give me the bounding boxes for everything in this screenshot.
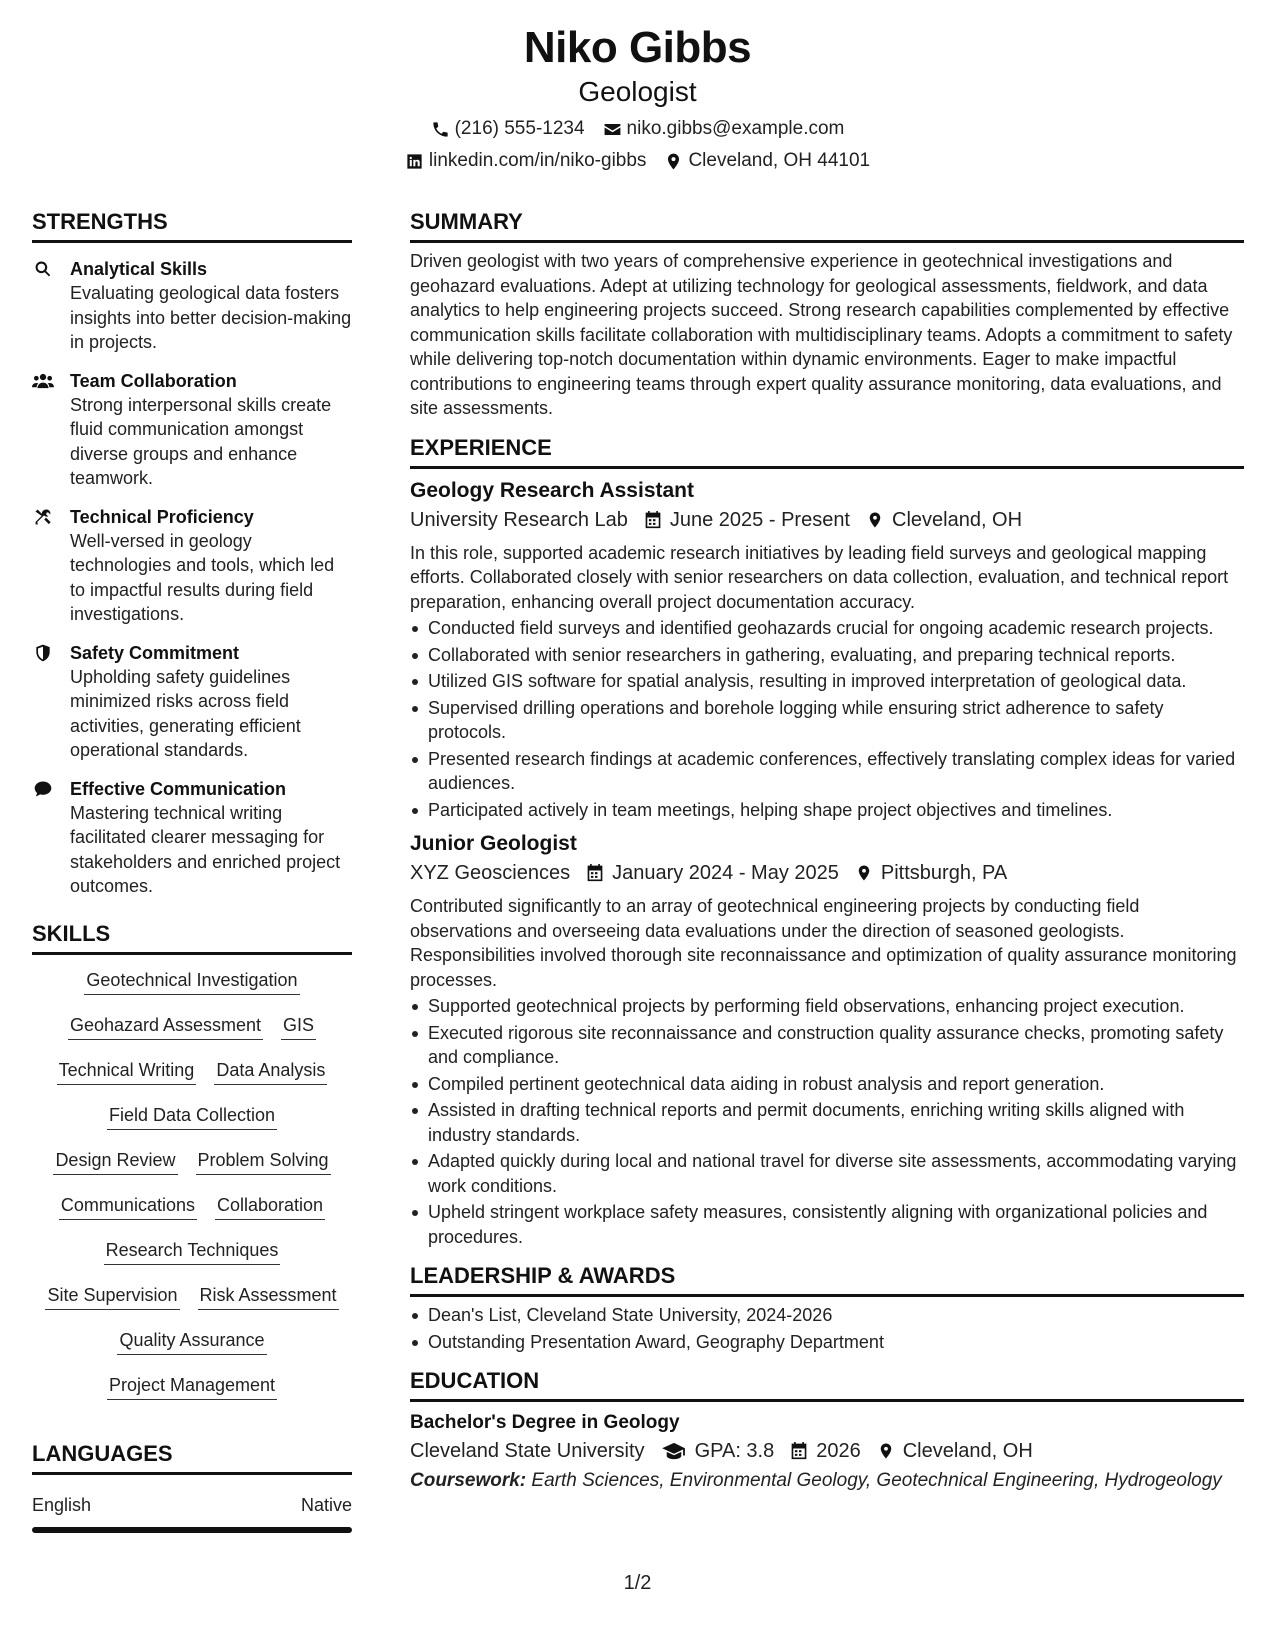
leadership-title: LEADERSHIP & AWARDS — [410, 1263, 676, 1288]
job-meta — [410, 505, 1244, 535]
job-location: Pittsburgh, PA — [880, 862, 1008, 884]
right-column — [410, 207, 1244, 1493]
linkedin-text[interactable]: linkedin.com/in/niko-gibbs — [428, 150, 647, 171]
graduation-year: 2026 — [816, 1440, 861, 1462]
award-item: Dean's List, Cleveland State University, 2024-2026 — [410, 1303, 1244, 1328]
strength-item — [32, 641, 352, 763]
skill-tag: Problem Solving — [196, 1147, 331, 1175]
strength-desc: Evaluating geological data fosters insights into better decision-making in projects. — [70, 283, 352, 352]
skill-tag: GIS — [281, 1012, 316, 1040]
job-bullet: Utilized GIS software for spatial analysis, resulting in improved interpretation of geological data. — [410, 669, 1244, 694]
chat-icon — [32, 779, 54, 799]
section-divider — [410, 1399, 1244, 1402]
resume-header — [0, 22, 1275, 173]
strength-title: Effective Communication — [70, 778, 287, 799]
job-dates: January 2024 - May 2025 — [612, 862, 839, 884]
job-bullet: Compiled pertinent geotechnical data aiding in robust analysis and report generation. — [410, 1072, 1244, 1097]
job-description: Contributed significantly to an array of geotechnical engineering projects by conducting field observations and overseeing data evaluations under the direction of seasoned geologists. Responsibilities involved thorough site reconnaissance and optimization of quality assurance monitoring processes. — [410, 896, 1237, 990]
job-entry — [410, 830, 1244, 1249]
summary-section — [410, 207, 1244, 421]
job-bullet: Conducted field surveys and identified geohazards crucial for ongoing academic research projects. — [410, 616, 1244, 641]
users-icon — [32, 371, 54, 391]
strength-item — [32, 369, 352, 491]
job-title: Junior Geologist — [410, 832, 577, 855]
graduation-cap-icon — [661, 1441, 687, 1461]
education-section — [410, 1366, 1244, 1493]
skill-tag: Geotechnical Investigation — [84, 967, 299, 995]
page-number: 1/2 — [623, 1572, 652, 1594]
location-text: Cleveland, OH 44101 — [688, 150, 871, 171]
award-item: Outstanding Presentation Award, Geography Department — [410, 1330, 1244, 1355]
strength-item — [32, 777, 352, 899]
education-title: EDUCATION — [410, 1368, 540, 1393]
skill-tag: Field Data Collection — [107, 1102, 277, 1130]
language-item — [32, 1493, 352, 1517]
strength-desc: Well-versed in geology technologies and tools, which led to impactful results during field investigations. — [70, 530, 335, 624]
strength-item — [32, 257, 352, 355]
skill-tag: Data Analysis — [214, 1057, 327, 1085]
job-bullet: Upheld stringent workplace safety measures, consistently aligning with organizational policies and procedures. — [410, 1200, 1244, 1249]
email-text[interactable]: niko.gibbs@example.com — [626, 118, 845, 139]
job-bullet: Adapted quickly during local and national travel for diverse site assessments, accommodating varying work conditions. — [410, 1149, 1244, 1198]
skill-tag: Technical Writing — [57, 1057, 197, 1085]
school-name: Cleveland State University — [410, 1440, 645, 1462]
contact-row-2 — [0, 149, 1275, 173]
job-meta — [410, 858, 1244, 888]
tools-icon — [32, 507, 54, 527]
coursework — [410, 1468, 1244, 1493]
job-bullet: Presented research findings at academic conferences, effectively translating complex ideas for varied audiences. — [410, 747, 1244, 796]
education-meta — [410, 1436, 1244, 1466]
strength-title: Technical Proficiency — [70, 506, 254, 527]
job-company: XYZ Geosciences — [410, 862, 571, 884]
strength-desc: Strong interpersonal skills create fluid communication amongst diverse groups and enhance teamwork. — [70, 394, 332, 488]
skill-tag: Geohazard Assessment — [68, 1012, 263, 1040]
strength-title: Team Collaboration — [70, 370, 237, 391]
search-icon — [32, 259, 54, 279]
candidate-role: Geologist — [578, 76, 697, 107]
job-bullet: Executed rigorous site reconnaissance and construction quality assurance checks, promoting safety and compliance. — [410, 1021, 1244, 1070]
job-bullets — [410, 994, 1244, 1249]
phone-text: (216) 555-1234 — [454, 118, 585, 139]
skills-section — [32, 919, 352, 1417]
summary-title: SUMMARY — [410, 209, 523, 234]
languages-section — [32, 1439, 352, 1533]
strength-title: Safety Commitment — [70, 642, 240, 663]
leadership-list — [410, 1303, 1244, 1354]
summary-text: Driven geologist with two years of comprehensive experience in geotechnical investigations and geohazard evaluations. Adept at utilizing technology for geological assessments, fieldwork, and data analytics to help engineering projects succeed. Strong research capabilities complemented by effective communication skills facilitate collaboration with multidisciplinary teams. Adopts a commitment to safety while delivering top-notch documentation within dynamic environments. Eager to make impactful contributions to engineering teams through expert quality assurance monitoring, data evaluations, and site assessments. — [410, 251, 1233, 418]
strength-item — [32, 505, 352, 627]
skill-tag: Design Review — [53, 1147, 177, 1175]
calendar-icon — [586, 863, 604, 883]
left-column — [32, 207, 352, 1533]
linkedin-contact[interactable] — [405, 149, 647, 173]
degree-name: Bachelor's Degree in Geology — [410, 1412, 680, 1433]
skill-tag: Research Techniques — [104, 1237, 281, 1265]
map-pin-icon — [855, 863, 873, 883]
calendar-icon — [790, 1441, 808, 1461]
location-contact — [664, 149, 870, 173]
experience-section — [410, 433, 1244, 1250]
skill-tag: Site Supervision — [45, 1282, 179, 1310]
calendar-icon — [644, 510, 662, 530]
coursework-list: Earth Sciences, Environmental Geology, Geotechnical Engineering, Hydrogeology — [531, 1470, 1222, 1491]
experience-title: EXPERIENCE — [410, 434, 552, 460]
strengths-title: STRENGTHS — [32, 209, 168, 234]
gpa: GPA: 3.8 — [694, 1440, 775, 1462]
section-divider — [410, 1294, 1244, 1297]
skill-tag: Quality Assurance — [117, 1327, 266, 1355]
phone-icon — [431, 120, 450, 139]
job-bullet: Supervised drilling operations and borehole logging while ensuring strict adherence to safety protocols. — [410, 696, 1244, 745]
section-divider — [410, 240, 1244, 243]
job-location: Cleveland, OH — [892, 508, 1023, 531]
skills-title: SKILLS — [32, 920, 111, 946]
job-bullet: Participated actively in team meetings, helping shape project objectives and timelines. — [410, 798, 1244, 823]
skills-list — [32, 967, 352, 1417]
job-bullet: Supported geotechnical projects by performing field observations, enhancing project execution. — [410, 994, 1244, 1019]
skill-tag: Risk Assessment — [198, 1282, 339, 1310]
leadership-section — [410, 1261, 1244, 1354]
section-divider — [410, 466, 1244, 469]
strength-desc: Upholding safety guidelines minimized risks across field activities, generating efficient operational standards. — [70, 666, 301, 760]
map-pin-icon — [866, 510, 884, 530]
languages-title: LANGUAGES — [32, 1440, 173, 1466]
envelope-icon — [603, 120, 622, 139]
skill-tag: Communications — [59, 1192, 197, 1220]
phone-contact — [431, 117, 585, 141]
language-level-bar — [32, 1527, 352, 1533]
section-divider — [32, 952, 352, 955]
shield-icon — [32, 643, 54, 663]
job-company: University Research Lab — [410, 508, 628, 531]
job-entry — [410, 477, 1244, 823]
contact-row-1 — [0, 117, 1275, 141]
job-description: In this role, supported academic research initiatives by leading field surveys and geological mapping efforts. Collaborated closely with senior researchers on data collection, evaluation, and technical report preparation, enhancing overall project documentation accuracy. — [410, 542, 1229, 612]
section-divider — [32, 1472, 352, 1475]
map-pin-icon — [664, 152, 683, 171]
coursework-label: Coursework: — [410, 1470, 527, 1491]
linkedin-icon — [405, 152, 424, 171]
skill-tag: Collaboration — [215, 1192, 325, 1220]
job-title: Geology Research Assistant — [410, 478, 694, 502]
strength-title: Analytical Skills — [70, 259, 208, 279]
job-dates: June 2025 - Present — [669, 508, 850, 531]
language-name: English — [32, 1494, 92, 1515]
candidate-name: Niko Gibbs — [523, 23, 752, 72]
school-location: Cleveland, OH — [902, 1440, 1033, 1462]
job-bullets — [410, 616, 1244, 822]
job-bullet: Assisted in drafting technical reports and permit documents, enriching writing skills aligned with industry standards. — [410, 1098, 1244, 1147]
strength-desc: Mastering technical writing facilitated clearer messaging for stakeholders and enriched project outcomes. — [70, 802, 341, 896]
email-contact[interactable] — [603, 117, 845, 141]
skill-tag: Project Management — [107, 1372, 277, 1400]
strengths-section — [32, 207, 352, 899]
job-bullet: Collaborated with senior researchers in gathering, evaluating, and preparing technical reports. — [410, 643, 1244, 668]
language-level: Native — [300, 1494, 352, 1515]
section-divider — [32, 240, 352, 243]
map-pin-icon — [877, 1441, 895, 1461]
